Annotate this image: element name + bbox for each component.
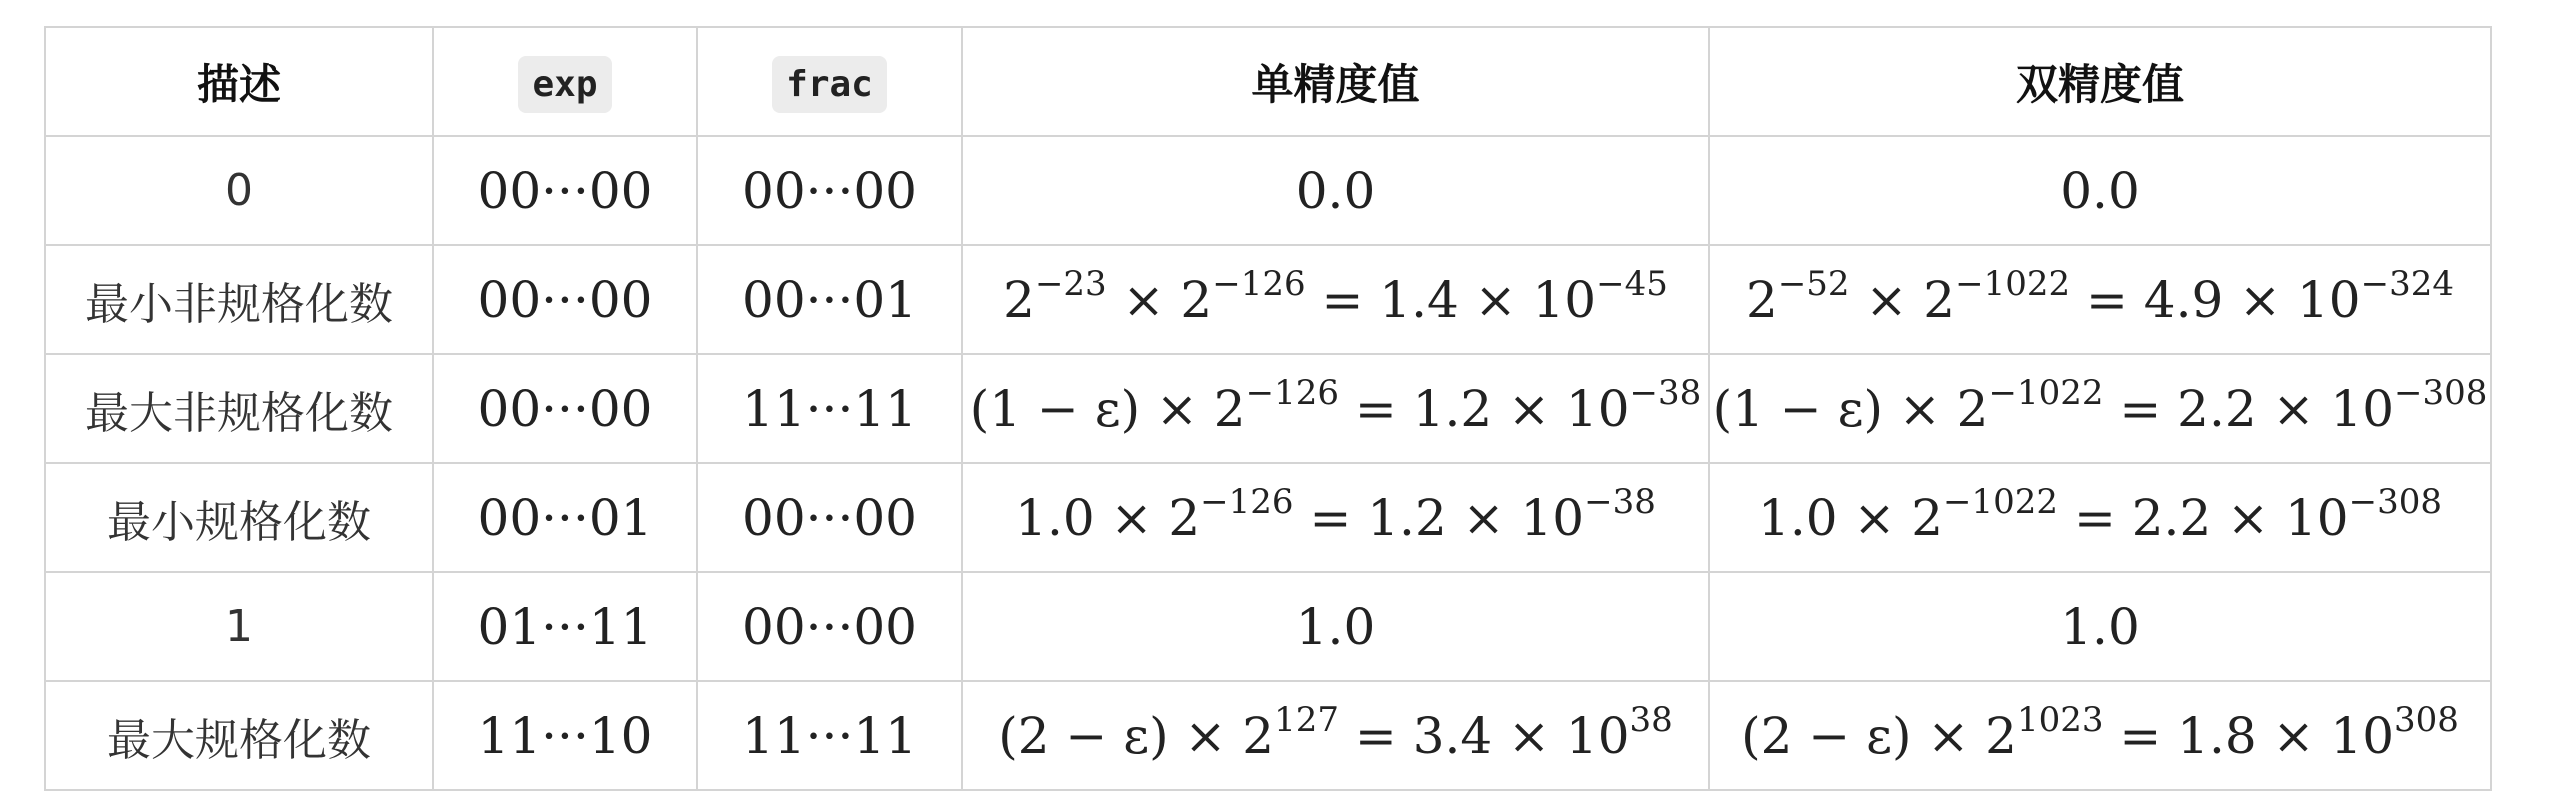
exponent: −126 (1212, 263, 1306, 304)
cell-description: 最大规格化数 (45, 681, 433, 790)
header-row (45, 27, 2491, 136)
cell-single-value (962, 136, 1709, 245)
cell-frac: 00···00 (697, 572, 962, 681)
frac-code: frac (772, 56, 887, 113)
cell-double-value (1709, 572, 2491, 681)
value-text: = 1.2 × 10 (1339, 379, 1630, 438)
exponent: −126 (1245, 372, 1339, 413)
exponent: −1022 (1943, 481, 2059, 522)
cell-frac: 00···00 (697, 136, 962, 245)
table-body (45, 136, 2491, 790)
exponent: 308 (2394, 699, 2459, 740)
cell-exp: 00···00 (433, 245, 697, 354)
value-text: = 2.2 × 10 (2103, 379, 2395, 438)
cell-double-value (1709, 681, 2491, 790)
cell-double-value (1709, 463, 2491, 572)
value-text: 0.0 (1295, 161, 1376, 220)
cell-frac: 00···01 (697, 245, 962, 354)
exponent: −38 (1629, 372, 1702, 413)
cell-frac: 00···00 (697, 463, 962, 572)
cell-description: 0 (45, 136, 433, 245)
value-text: = 2.2 × 10 (2058, 488, 2349, 547)
exponent: −1022 (1988, 372, 2104, 413)
value-text: × 2 (1106, 270, 1213, 329)
value-text: 0.0 (2060, 161, 2140, 220)
cell-frac: 11···11 (697, 354, 962, 463)
cell-description: 1 (45, 572, 433, 681)
cell-frac: 11···11 (697, 681, 962, 790)
header-frac (697, 27, 962, 136)
cell-exp: 01···11 (433, 572, 697, 681)
cell-description: 最小规格化数 (45, 463, 433, 572)
value-text: (2 − ε) × 2 (1741, 706, 2017, 765)
exponent: −324 (2360, 263, 2454, 304)
value-text: (1 − ε) × 2 (969, 379, 1246, 438)
cell-single-value (962, 463, 1709, 572)
value-text: = 1.2 × 10 (1293, 488, 1585, 547)
table-row (45, 136, 2491, 245)
header-exp (433, 27, 697, 136)
cell-single-value (962, 354, 1709, 463)
cell-double-value (1709, 245, 2491, 354)
table-row (45, 354, 2491, 463)
value-text: = 3.4 × 10 (1339, 706, 1630, 765)
header-description: 描述 (45, 27, 433, 136)
exponent: −126 (1200, 481, 1294, 522)
cell-exp: 11···10 (433, 681, 697, 790)
cell-double-value (1709, 354, 2491, 463)
value-text: (2 − ε) × 2 (998, 706, 1275, 765)
table-row (45, 681, 2491, 790)
value-text: 1.0 (2060, 597, 2140, 656)
cell-single-value (962, 245, 1709, 354)
table-container (44, 26, 2492, 791)
table-row (45, 245, 2491, 354)
cell-description: 最大非规格化数 (45, 354, 433, 463)
exponent: −38 (1584, 481, 1656, 522)
header-double-precision: 双精度值 (1709, 27, 2491, 136)
exponent: −308 (2394, 372, 2488, 413)
value-text: 1.0 (1295, 597, 1376, 656)
value-text: 2 (1003, 270, 1035, 329)
value-text: 1.0 × 2 (1758, 488, 1944, 547)
exponent: −1022 (1955, 263, 2071, 304)
value-text: 1.0 × 2 (1015, 488, 1201, 547)
value-text: = 4.9 × 10 (2070, 270, 2361, 329)
exponent: 38 (1629, 699, 1673, 740)
exponent: 127 (1274, 699, 1340, 740)
exponent: −45 (1596, 263, 1668, 304)
cell-exp: 00···01 (433, 463, 697, 572)
exponent: −52 (1777, 263, 1850, 304)
value-text: = 1.4 × 10 (1305, 270, 1597, 329)
value-text: = 1.8 × 10 (2103, 706, 2395, 765)
cell-single-value (962, 681, 1709, 790)
value-text: (1 − ε) × 2 (1712, 379, 1989, 438)
value-text: 2 (1746, 270, 1778, 329)
cell-single-value (962, 572, 1709, 681)
table-row (45, 463, 2491, 572)
exponent: −23 (1034, 263, 1107, 304)
cell-exp: 00···00 (433, 354, 697, 463)
exponent: 1023 (2016, 699, 2104, 740)
float-values-table (44, 26, 2492, 791)
cell-double-value (1709, 136, 2491, 245)
exp-code: exp (518, 56, 611, 113)
header-single-precision: 单精度值 (962, 27, 1709, 136)
table-row (45, 572, 2491, 681)
exponent: −308 (2348, 481, 2442, 522)
value-text: × 2 (1849, 270, 1956, 329)
cell-description: 最小非规格化数 (45, 245, 433, 354)
cell-exp: 00···00 (433, 136, 697, 245)
